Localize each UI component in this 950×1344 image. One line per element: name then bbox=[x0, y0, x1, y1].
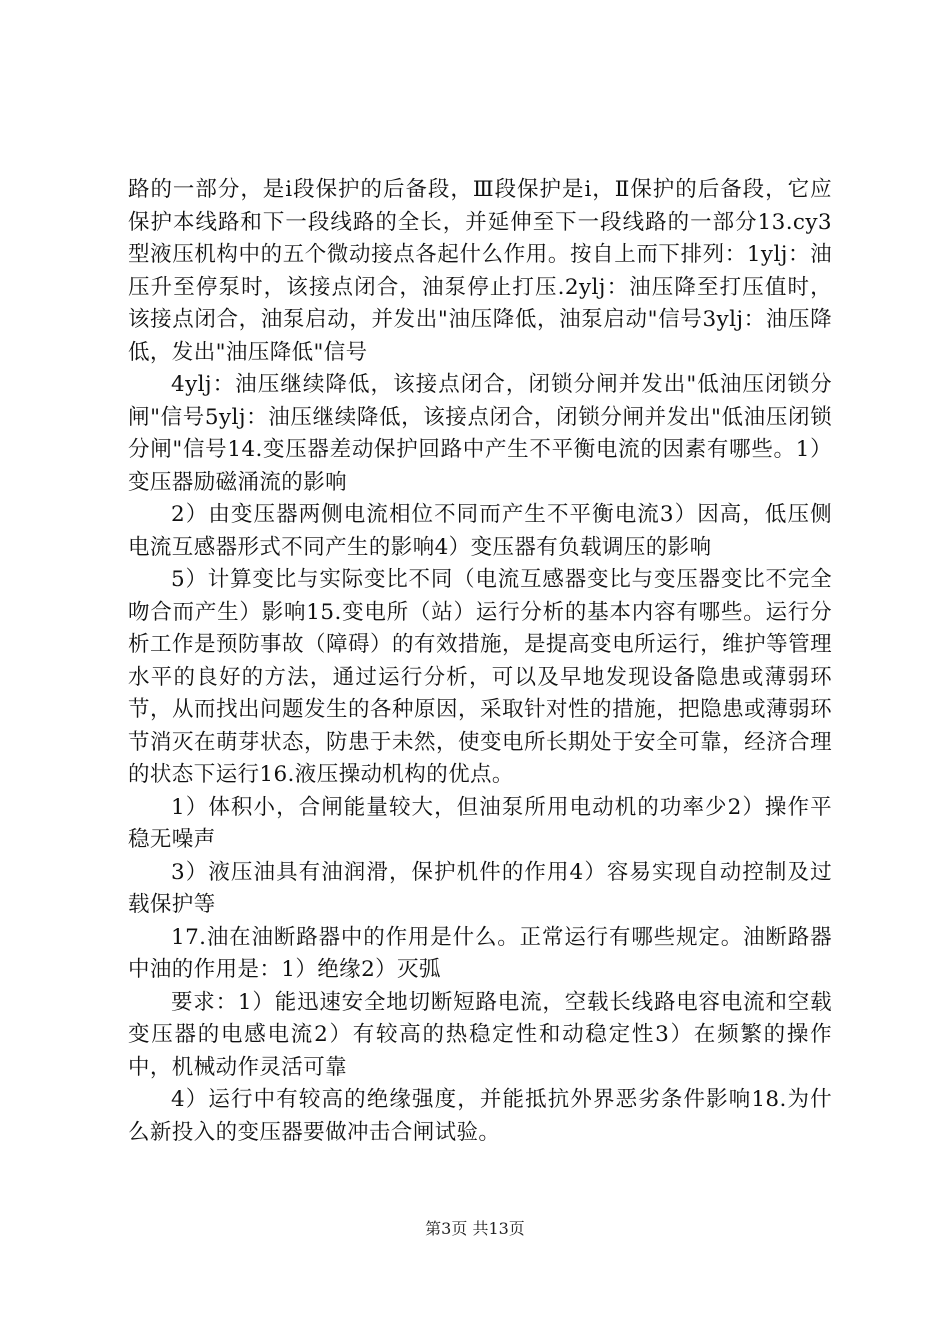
paragraph-6: 3）液压油具有油润滑，保护机件的作用4）容易实现自动控制及过载保护等 bbox=[128, 859, 832, 917]
paragraph-2: 4ylj：油压继续降低，该接点闭合，闭锁分闸并发出"低油压闭锁分闸"信号5ylj：油压继续降低，该接点闭合，闭锁分闸并发出"低油压闭锁分闸"信号14.变压器差动保护回路中产生不平衡电流的因素有哪些。1）变压器励磁涌流的影响 bbox=[128, 372, 832, 495]
paragraph-9: 4）运行中有较高的绝缘强度，并能抵抗外界恶劣条件影响18.为什么新投入的变压器要做冲击合闸试验。 bbox=[128, 1087, 832, 1145]
paragraph-5: 1）体积小，合闸能量较大，但油泵所用电动机的功率少2）操作平稳无噪声 bbox=[128, 794, 832, 852]
paragraph-1: 路的一部分，是ⅰ段保护的后备段，Ⅲ段保护是ⅰ，Ⅱ保护的后备段，它应保护本线路和下一段线路的全长，并延伸至下一段线路的一部分13.cy3型液压机构中的五个微动接点各起什么作用。按自上而下排列：1ylj：油压升至停泵时，该接点闭合，油泵停止打压.2ylj：油压降至打压值时，该接点闭合，油泵启动，并发出"油压降低，油泵启动"信号3ylj：油压降低，发出"油压降低"信号 bbox=[128, 177, 832, 365]
paragraph-3: 2）由变压器两侧电流相位不同而产生不平衡电流3）因高，低压侧电流互感器形式不同产生的影响4）变压器有负载调压的影响 bbox=[128, 502, 832, 560]
page-number-footer: 第3页 共13页 bbox=[425, 1219, 525, 1238]
paragraph-8: 要求：1）能迅速安全地切断短路电流，空载长线路电容电流和空载变压器的电感电流2）有较高的热稳定性和动稳定性3）在频繁的操作中，机械动作灵活可靠 bbox=[128, 989, 832, 1080]
document-body bbox=[128, 174, 832, 1149]
paragraph-7: 17.油在油断路器中的作用是什么。正常运行有哪些规定。油断路器中油的作用是：1）绝缘2）灭弧 bbox=[128, 924, 832, 982]
paragraph-4: 5）计算变比与实际变比不同（电流互感器变比与变压器变比不完全吻合而产生）影响15.变电所（站）运行分析的基本内容有哪些。运行分析工作是预防事故（障碍）的有效措施，是提高变电所运行，维护等管理水平的良好的方法，通过运行分析，可以及早地发现设备隐患或薄弱环节，从而找出问题发生的各种原因，采取针对性的措施，把隐患或薄弱环节消灭在萌芽状态，防患于未然，使变电所长期处于安全可靠，经济合理的状态下运行16.液压操动机构的优点。 bbox=[128, 567, 832, 787]
